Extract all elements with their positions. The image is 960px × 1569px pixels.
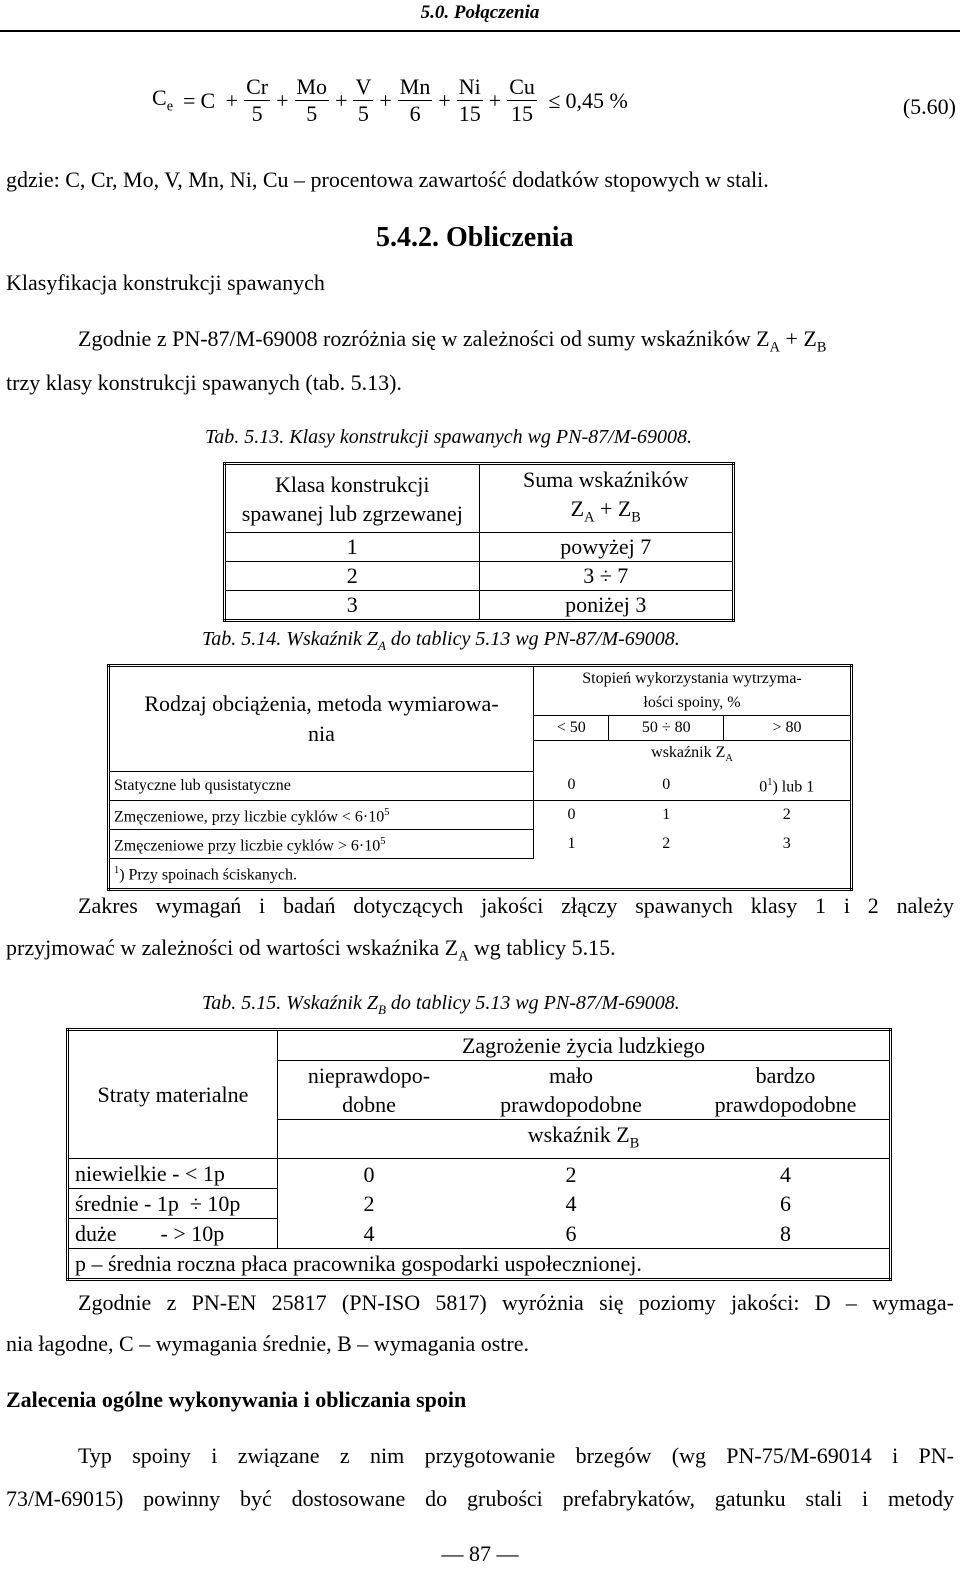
table-cell <box>109 800 534 829</box>
formula-leq: ≤ <box>548 87 561 113</box>
formula-fraction <box>295 74 330 127</box>
section-heading: 5.4.2. Obliczenia <box>376 222 574 253</box>
paragraph-classes-text: Zgodnie z PN-87/M-69008 rozróżnia się w zależności od sumy wskaźników Z <box>78 326 770 351</box>
subscript-a: A <box>769 339 780 356</box>
fraction-numerator: Mo <box>296 74 328 99</box>
table-cell: 8 <box>682 1219 891 1249</box>
paragraph-quality-levels: Zgodnie z PN-EN 25817 (PN-ISO 5817) wyróżnia się poziomy jakości: D – wymaga- <box>78 1290 954 1315</box>
formula-plus: + <box>276 87 289 113</box>
paragraph-weld-type-line2: 73/M-69015) powinny być dostosowane do grubości prefabrykatów, gatunku stali i metody <box>6 1486 954 1511</box>
table-row <box>68 1189 891 1219</box>
page-number: — 87 — <box>441 1541 519 1566</box>
header-text: bardzo <box>755 1063 816 1088</box>
carbon-equivalent-formula <box>152 74 628 127</box>
table-cell: 1 <box>225 533 480 562</box>
paragraph-quality-levels-line2: nia łagodne, C – wymagania średnie, B – wymagania ostre. <box>6 1331 529 1356</box>
table-row <box>225 464 734 533</box>
fraction-numerator: Cr <box>246 74 269 99</box>
header-rule <box>0 30 960 32</box>
table-cell: 0 <box>534 771 609 800</box>
index-text: wskaźnik Z <box>651 744 726 761</box>
table-row <box>225 533 734 562</box>
formula-fraction <box>457 74 483 127</box>
fraction-denominator: 6 <box>409 101 421 126</box>
table-514-index-label <box>534 741 852 772</box>
table-cell: Statyczne lub qusistatyczne <box>109 771 534 800</box>
table-515-header-risk: Zagrożenie życia ludzkiego <box>278 1030 891 1061</box>
table-cell <box>724 771 852 800</box>
formula-lhs-subscript: e <box>166 98 174 115</box>
table-cell: 4 <box>278 1219 461 1249</box>
table-cell: 6 <box>682 1189 891 1219</box>
table-cell: 4 <box>565 1191 577 1217</box>
table-row <box>68 1249 891 1280</box>
table-514 <box>107 664 853 891</box>
subscript-a: A <box>725 753 733 765</box>
fraction-denominator: 5 <box>251 101 263 126</box>
header-text: Z <box>570 496 585 521</box>
paragraph-scope-line2 <box>6 935 616 969</box>
formula-c: C <box>200 87 216 113</box>
formula-lhs-symbol: C <box>152 85 167 111</box>
subsection-heading-classification: Klasyfikacja konstrukcji spawanych <box>6 270 325 295</box>
table-cell: 1 <box>662 805 671 823</box>
paragraph-classes <box>78 326 826 360</box>
paragraph-text: przyjmować w zależności od wartości wskaźnika Z <box>6 935 459 960</box>
subscript-b: B <box>816 339 827 356</box>
subscript-b: B <box>629 1135 640 1152</box>
table-row <box>109 771 852 800</box>
formula-plus: + <box>438 87 451 113</box>
table-514-footnote <box>109 859 534 889</box>
fraction-denominator: 5 <box>357 101 369 126</box>
table-cell: 6 <box>460 1219 682 1249</box>
formula-fraction <box>507 74 537 127</box>
formula-terms <box>221 74 538 126</box>
table-row <box>109 859 852 889</box>
table-cell: > 80 <box>724 716 852 741</box>
header-text: prawdopodobne <box>500 1092 642 1117</box>
paragraph-classes-plus: + Z <box>779 326 817 351</box>
exponent: 5 <box>384 806 390 818</box>
table-515-caption <box>202 990 680 1023</box>
table-cell: 3 <box>724 829 852 858</box>
formula-plus: + <box>379 87 392 113</box>
table-cell <box>109 829 534 858</box>
formula-fraction <box>353 74 373 127</box>
table-515-index-label <box>278 1120 891 1159</box>
header-text: + Z <box>594 496 632 521</box>
cell-text: Zmęczeniowe przy liczbie cyklów > 6·10 <box>114 837 381 855</box>
table-cell: 2 <box>225 562 480 591</box>
fraction-denominator: 15 <box>458 101 481 126</box>
table-cell <box>278 1061 461 1120</box>
fraction-denominator: 5 <box>306 101 318 126</box>
caption-text: do tablicy 5.13 wg PN-87/M-69008. <box>385 992 680 1014</box>
table-cell: poniżej 3 <box>479 591 734 621</box>
index-text: wskaźnik Z <box>527 1122 630 1147</box>
table-513-caption: Tab. 5.13. Klasy konstrukcji spawanych wg PN-87/M-69008. <box>205 426 693 448</box>
table-cell <box>460 1061 682 1120</box>
cell-text: ) lub 1 <box>772 778 815 796</box>
table-513-header-sum <box>479 464 734 533</box>
subscript-a: A <box>458 948 469 965</box>
paragraph-where: gdzie: C, Cr, Mo, V, Mn, Ni, Cu – procentowa zawartość dodatków stopowych w stali. <box>6 167 769 192</box>
fraction-numerator: Ni <box>458 74 481 99</box>
subscript-a: A <box>377 638 386 653</box>
header-text: nieprawdopo- <box>307 1063 431 1088</box>
formula-plus: + <box>335 87 348 113</box>
formula-value: 0,45 % <box>565 87 628 113</box>
table-cell: 0 <box>609 771 724 800</box>
header-text: Suma wskaźników <box>522 467 689 492</box>
header-text: spawanej lub zgrzewanej <box>241 500 463 526</box>
table-row <box>68 1219 891 1249</box>
table-row <box>68 1030 891 1061</box>
paragraph-text: wg tablicy 5.15. <box>468 935 616 960</box>
cell-text: 0 <box>759 778 768 796</box>
header-text: mało <box>549 1063 593 1088</box>
table-cell: niewielkie - < 1p <box>68 1159 278 1189</box>
fraction-denominator: 15 <box>511 101 534 126</box>
table-cell: średnie - 1p ÷ 10p <box>68 1189 278 1219</box>
table-row <box>109 800 852 829</box>
subscript-a: A <box>584 509 595 526</box>
header-text: nia <box>308 720 335 746</box>
formula-number: (5.60) <box>902 94 956 119</box>
fraction-numerator: Cu <box>509 74 535 99</box>
header-text: dobne <box>342 1092 396 1117</box>
table-cell: 0 <box>534 800 609 829</box>
table-cell: 0 <box>278 1159 461 1189</box>
table-cell: 50 ÷ 80 <box>609 716 724 741</box>
formula-plus: + <box>488 87 502 113</box>
table-cell: duże - > 10p <box>68 1219 278 1249</box>
running-header: 5.0. Połączenia <box>420 2 540 23</box>
table-cell: < 50 <box>534 716 609 741</box>
table-515-header-losses: Straty materialne <box>68 1030 278 1159</box>
table-row <box>225 562 734 591</box>
header-text: Klasa konstrukcji <box>274 471 430 497</box>
footnote-marker: 1 <box>767 777 773 789</box>
table-cell: 4 <box>682 1159 891 1189</box>
table-row <box>68 1159 891 1189</box>
subscript-b: B <box>377 1002 386 1017</box>
footnote-marker: 1 <box>114 865 120 877</box>
caption-text: Tab. 5.15. Wskaźnik Z <box>202 992 378 1014</box>
subscript-b: B <box>631 509 641 526</box>
paragraph-scope: Zakres wymagań i badań dotyczących jakości złączy spawanych klasy 1 i 2 należy <box>78 893 954 918</box>
cell-text: Zmęczeniowe, przy liczbie cyklów < 6·10 <box>114 807 385 825</box>
fraction-numerator: Mn <box>399 74 431 99</box>
table-row <box>225 591 734 621</box>
table-cell: 1 <box>534 829 609 858</box>
subsection-heading-recommendations: Zalecenia ogólne wykonywania i obliczania spoin <box>6 1387 467 1412</box>
footnote-text: ) Przy spoinach ściskanych. <box>119 866 297 884</box>
formula-equals: = <box>183 87 196 113</box>
header-text: prawdopodobne <box>714 1092 857 1117</box>
table-cell: powyżej 7 <box>479 533 734 562</box>
table-514-header-utilization <box>534 666 852 716</box>
table-513 <box>223 462 735 622</box>
table-515 <box>66 1028 892 1281</box>
caption-text: do tablicy 5.13 wg PN-87/M-69008. <box>385 628 680 650</box>
header-text: Rodzaj obciążenia, metoda wymiarowa- <box>144 690 499 716</box>
table-cell: 2 <box>662 835 671 852</box>
formula-fraction <box>244 74 270 127</box>
caption-text: Tab. 5.14. Wskaźnik Z <box>202 628 378 650</box>
table-515-footnote: p – średnia roczna płaca pracownika gospodarki uspołecznionej. <box>68 1249 891 1280</box>
table-514-caption <box>202 626 680 659</box>
table-cell: 2 <box>278 1189 461 1219</box>
formula-fraction <box>398 74 433 127</box>
formula-lhs <box>152 85 173 115</box>
paragraph-classes-line2: trzy klasy konstrukcji spawanych (tab. 5.13). <box>6 370 402 395</box>
exponent: 5 <box>380 835 386 847</box>
table-cell: 3 ÷ 7 <box>479 562 734 591</box>
table-row <box>109 666 852 716</box>
table-cell <box>682 1061 891 1120</box>
formula-plus: + <box>225 87 239 113</box>
header-text: łości spoiny, % <box>643 694 741 711</box>
table-cell <box>534 859 852 889</box>
fraction-numerator: V <box>355 74 372 99</box>
table-513-header-class <box>225 464 480 533</box>
paragraph-weld-type: Typ spoiny i związane z nim przygotowanie brzegów (wg PN-75/M-69014 i PN- <box>78 1443 954 1468</box>
table-cell: 3 <box>225 591 480 621</box>
table-514-header-load <box>109 666 534 772</box>
table-cell: 2 <box>460 1159 682 1189</box>
header-text: Stopień wykorzystania wytrzyma- <box>582 670 802 687</box>
table-cell: 2 <box>724 800 852 829</box>
table-row <box>109 829 852 858</box>
